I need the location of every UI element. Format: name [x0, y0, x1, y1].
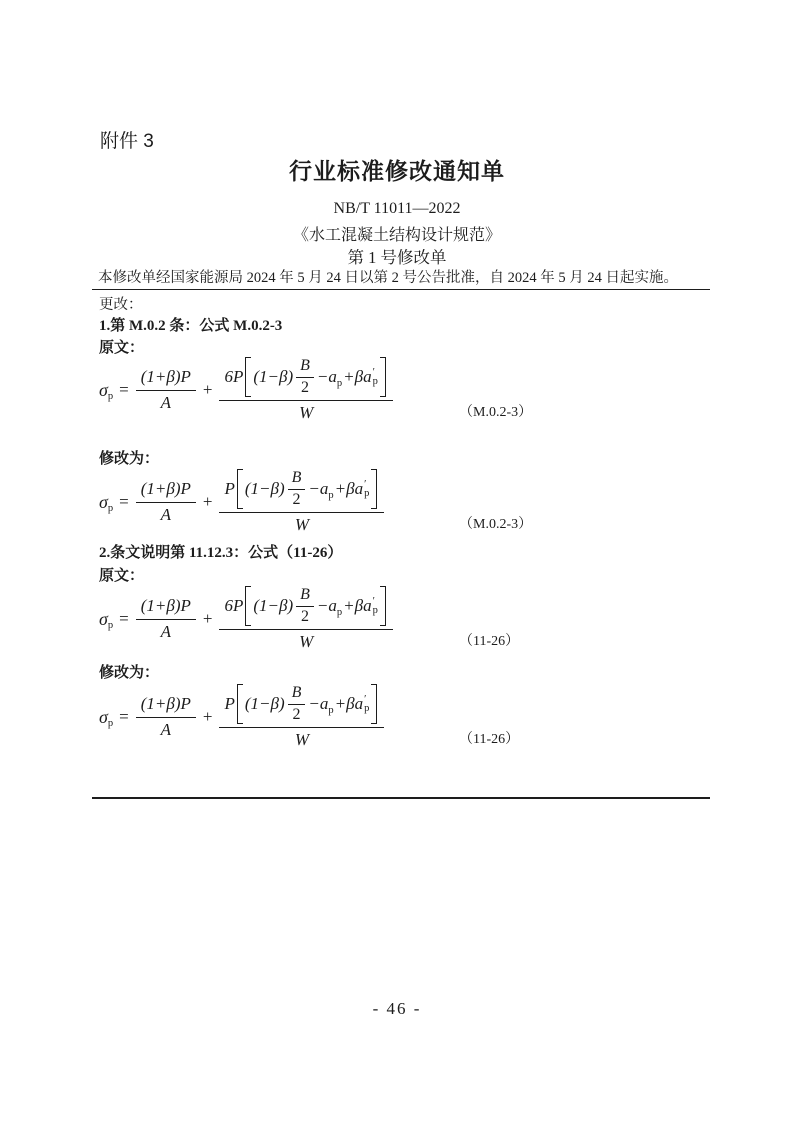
equation [99, 580, 395, 658]
fraction-2-numerator [219, 684, 384, 727]
fraction-1-denominator: A [136, 390, 196, 413]
fraction-1-denominator: A [136, 717, 196, 740]
fraction-2 [219, 684, 384, 750]
plus-sign: + [202, 707, 213, 726]
a-subscript: p [328, 489, 334, 501]
modified-label-2: 修改为： [99, 665, 160, 681]
coefficient: P [224, 479, 235, 498]
equation [99, 351, 395, 429]
equals-sign: = [119, 707, 129, 726]
plus-beta-a-term: +βa [343, 367, 372, 386]
page-number: - 46 - [372, 999, 422, 1018]
plus-beta-a-term: +βa [334, 694, 364, 713]
standard-name: 《水工混凝土结构设计规范》 [292, 227, 501, 244]
minus-a-term: −a [316, 367, 337, 386]
fraction-2-numerator [219, 469, 384, 512]
standard-code: NB/T 11011—2022 [333, 200, 461, 217]
right-square-bracket [371, 684, 377, 724]
left-square-bracket [245, 357, 251, 397]
formula-row-modified-m023 [99, 463, 715, 541]
minus-a-term: −a [308, 694, 329, 713]
plus-sign: + [202, 492, 213, 511]
factor-term: (1−β) [253, 596, 294, 615]
equation [99, 463, 386, 541]
fraction-2-denominator: W [219, 727, 384, 750]
item2-heading: 2.条文说明第 11.12.3：公式（11-26） [99, 545, 343, 561]
fraction-2-numerator [219, 357, 392, 400]
fraction-1 [136, 694, 196, 740]
horizontal-rule-top [92, 289, 710, 290]
fraction-1-numerator: (1+β)P [140, 694, 191, 713]
fraction-1-numerator: (1+β)P [140, 596, 191, 615]
item1-heading: 1.第 M.0.2 条：公式 M.0.2-3 [99, 318, 283, 334]
modified-label-1: 修改为： [99, 451, 160, 467]
plus-beta-a-term: +βa [343, 596, 372, 615]
fraction-1-numerator: (1+β)P [140, 367, 191, 386]
prime-subscript-stack [373, 597, 378, 617]
sigma-symbol: σ [99, 491, 108, 512]
inner-fraction-numerator: B [291, 469, 302, 487]
prime-mark: ′ [372, 596, 375, 608]
coefficient: 6P [224, 596, 244, 615]
original-label-1: 原文： [99, 340, 145, 356]
p-subscript: p [372, 376, 378, 388]
fraction-1-denominator: A [136, 502, 196, 525]
inner-fraction-denominator: 2 [296, 606, 314, 626]
plus-sign: + [202, 380, 213, 399]
equation-number: （11-26） [459, 732, 520, 747]
p-subscript: p [364, 703, 370, 715]
factor-term: (1−β) [244, 479, 285, 498]
sigma-subscript: p [107, 619, 114, 631]
prime-mark: ′ [372, 367, 375, 379]
formula-row-modified-1126 [99, 678, 715, 756]
prime-mark: ′ [364, 694, 367, 706]
equation-number: （M.0.2-3） [459, 517, 533, 532]
p-subscript: p [372, 605, 378, 617]
inner-fraction-denominator: 2 [288, 704, 306, 724]
prime-mark: ′ [364, 479, 367, 491]
attachment-label: 附件 3 [100, 131, 154, 152]
inner-fraction-numerator: B [300, 357, 310, 375]
inner-fraction [288, 469, 306, 509]
a-subscript: p [336, 377, 343, 389]
horizontal-rule-bottom [92, 797, 710, 799]
right-square-bracket [380, 357, 386, 397]
prime-subscript-stack [364, 480, 369, 500]
formula-row-original-1126 [99, 580, 715, 658]
coefficient: P [224, 694, 235, 713]
right-square-bracket [371, 469, 377, 509]
fraction-2 [219, 586, 392, 652]
equals-sign: = [119, 609, 129, 628]
left-square-bracket [245, 586, 251, 626]
fraction-2-denominator: W [219, 629, 392, 652]
inner-fraction-denominator: 2 [296, 377, 314, 397]
equals-sign: = [119, 380, 129, 399]
approval-note: 本修改单经国家能源局 2024 年 5 月 24 日以第 2 号公告批准，自 2024 年 5 月 24 日起实施。 [98, 270, 678, 286]
sigma-subscript: p [107, 390, 114, 402]
inner-fraction-numerator: B [300, 586, 310, 604]
fraction-1 [136, 367, 196, 413]
fraction-2 [219, 357, 392, 423]
formula-row-original-m023 [99, 351, 715, 429]
sigma-symbol: σ [99, 379, 108, 400]
sigma-subscript: p [107, 717, 114, 729]
fraction-2-numerator [219, 586, 392, 629]
fraction-1 [136, 479, 196, 525]
fraction-2-denominator: W [219, 512, 384, 535]
document-title: 行业标准修改通知单 [289, 159, 505, 184]
equals-sign: = [119, 492, 129, 511]
sigma-symbol: σ [99, 706, 108, 727]
coefficient: 6P [224, 367, 244, 386]
equation-number: （11-26） [459, 634, 520, 649]
fraction-2-denominator: W [219, 400, 392, 423]
fraction-1 [136, 596, 196, 642]
fraction-1-denominator: A [136, 619, 196, 642]
minus-a-term: −a [316, 596, 337, 615]
prime-subscript-stack [364, 695, 369, 715]
original-label-2: 原文： [99, 568, 145, 584]
sigma-subscript: p [107, 502, 114, 514]
inner-fraction [296, 357, 314, 397]
factor-term: (1−β) [244, 694, 285, 713]
sigma-symbol: σ [99, 608, 108, 629]
right-square-bracket [380, 586, 386, 626]
left-square-bracket [237, 684, 243, 724]
change-label: 更改： [99, 297, 143, 313]
plus-beta-a-term: +βa [334, 479, 364, 498]
fraction-2 [219, 469, 384, 535]
fraction-1-numerator: (1+β)P [140, 479, 191, 498]
inner-fraction [288, 684, 306, 724]
plus-sign: + [202, 609, 213, 628]
inner-fraction-numerator: B [291, 684, 302, 702]
factor-term: (1−β) [253, 367, 294, 386]
minus-a-term: −a [308, 479, 329, 498]
a-subscript: p [328, 704, 334, 716]
inner-fraction [296, 586, 314, 626]
p-subscript: p [364, 488, 370, 500]
left-square-bracket [237, 469, 243, 509]
inner-fraction-denominator: 2 [288, 489, 306, 509]
prime-subscript-stack [373, 368, 378, 388]
amendment-number: 第 1 号修改单 [347, 248, 447, 267]
a-subscript: p [336, 606, 343, 618]
equation [99, 678, 386, 756]
equation-number: （M.0.2-3） [459, 405, 533, 420]
